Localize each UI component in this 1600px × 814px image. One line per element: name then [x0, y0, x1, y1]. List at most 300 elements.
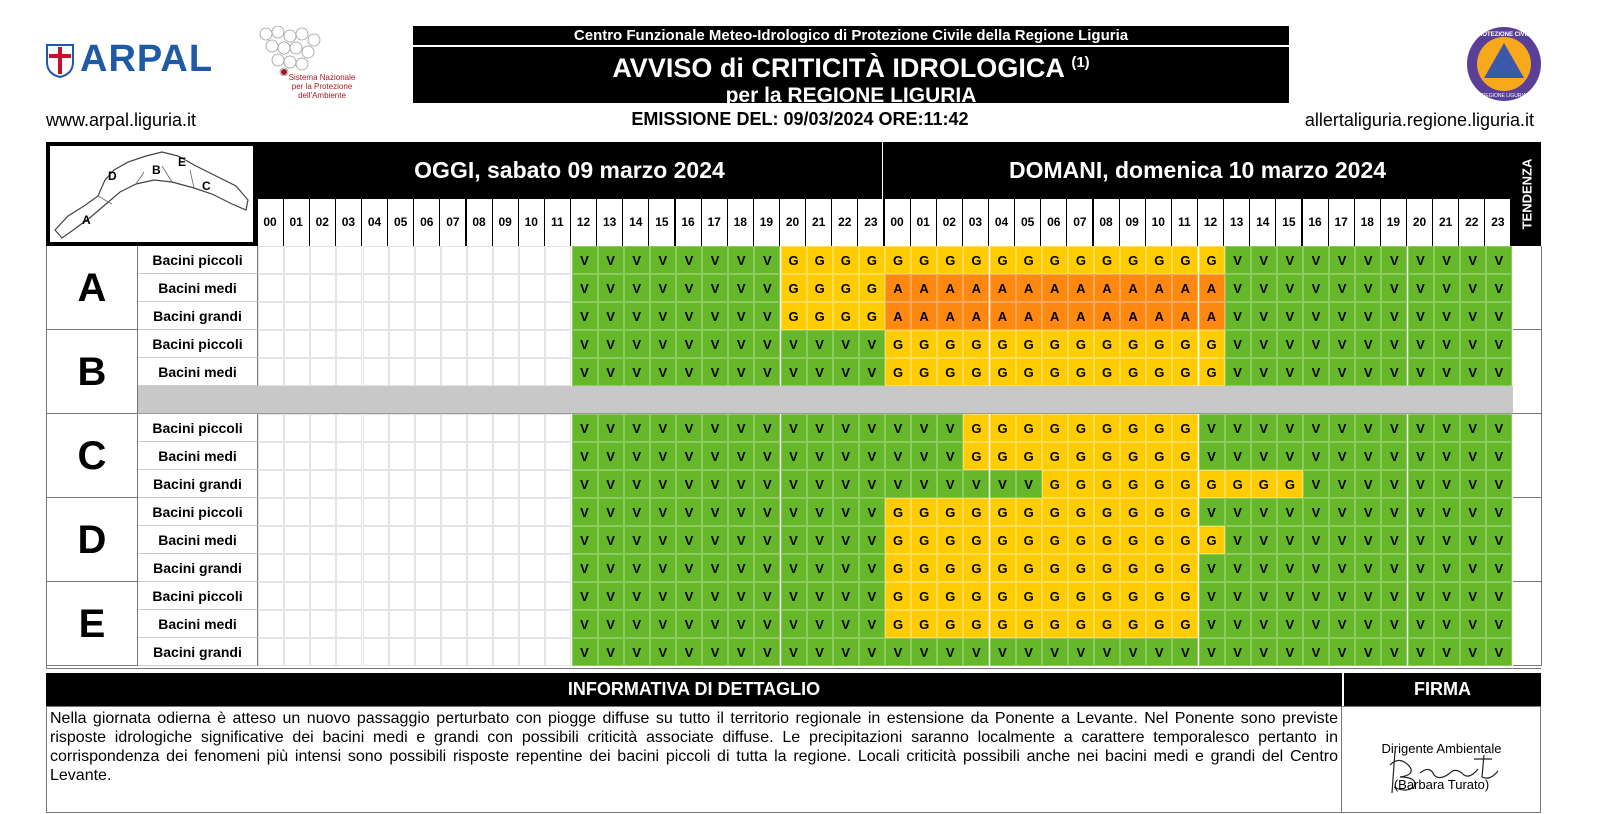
- hour-label: 00: [885, 199, 910, 246]
- alert-cell: [284, 442, 310, 470]
- alert-cell: G: [1146, 498, 1172, 526]
- alert-cell: [389, 498, 415, 526]
- alert-cell: [310, 554, 336, 582]
- map-label-d: D: [108, 169, 117, 183]
- alert-cell: V: [937, 414, 963, 442]
- alert-cell: V: [1434, 442, 1460, 470]
- alert-cell: [363, 330, 389, 358]
- alert-cell: [493, 582, 519, 610]
- hour-label: 20: [780, 199, 805, 246]
- alert-cell: V: [1486, 470, 1512, 498]
- alert-cell: [415, 246, 441, 274]
- alert-cell: [310, 638, 336, 666]
- alert-cell: [363, 414, 389, 442]
- arpal-website-link[interactable]: www.arpal.liguria.it: [46, 110, 197, 130]
- alert-cell: V: [1486, 414, 1512, 442]
- alert-cell: [336, 274, 362, 302]
- alert-cell: A: [1120, 302, 1146, 330]
- alert-cell: V: [624, 470, 650, 498]
- alert-cell: [415, 638, 441, 666]
- map-label-a: A: [82, 213, 91, 227]
- basin-label: Bacini medi: [138, 442, 258, 470]
- alert-cell: V: [781, 442, 807, 470]
- alert-cell: V: [598, 358, 624, 386]
- alert-cell: V: [676, 470, 702, 498]
- alert-cell: G: [1042, 470, 1068, 498]
- alert-cell: V: [1303, 582, 1329, 610]
- alert-cell: [415, 582, 441, 610]
- alert-cell: V: [1460, 470, 1486, 498]
- alert-cell: V: [781, 526, 807, 554]
- alert-cell: G: [1042, 414, 1068, 442]
- alert-cell: V: [1329, 442, 1355, 470]
- hour-label: 04: [989, 199, 1014, 246]
- alert-cell: V: [572, 358, 598, 386]
- alert-cell: G: [1068, 470, 1094, 498]
- alert-cell: G: [1172, 582, 1198, 610]
- hour-label: 15: [1276, 199, 1301, 246]
- hour-label: 07: [1067, 199, 1092, 246]
- alert-cell: [441, 414, 467, 442]
- alert-cell: [284, 554, 310, 582]
- tendenza-cell: [1513, 358, 1542, 386]
- alert-cell: V: [572, 638, 598, 666]
- basin-label: Bacini piccoli: [138, 330, 258, 358]
- alert-cell: V: [1408, 442, 1434, 470]
- alert-cell: V: [1199, 610, 1225, 638]
- alert-cell: [415, 554, 441, 582]
- alert-cell: V: [833, 498, 859, 526]
- basin-label: Bacini medi: [138, 274, 258, 302]
- alert-cell: [389, 414, 415, 442]
- alert-cell: [310, 358, 336, 386]
- alert-cell: V: [1225, 554, 1251, 582]
- hour-label: 18: [1355, 199, 1380, 246]
- alert-cell: G: [859, 246, 885, 274]
- alert-cell: G: [1120, 442, 1146, 470]
- alert-cell: [284, 358, 310, 386]
- hour-label: 11: [1172, 199, 1197, 246]
- alert-cell: V: [702, 554, 728, 582]
- alert-cell: G: [1172, 358, 1198, 386]
- alert-cell: G: [990, 526, 1016, 554]
- alert-cell: G: [1120, 358, 1146, 386]
- alert-cell: G: [1094, 526, 1120, 554]
- alert-cell: G: [885, 498, 911, 526]
- tendenza-cell: [1513, 582, 1542, 610]
- alert-cell: G: [1042, 246, 1068, 274]
- alert-cell: V: [1381, 526, 1407, 554]
- alert-cell: [467, 274, 493, 302]
- alert-cell: V: [702, 526, 728, 554]
- alert-cell: V: [1199, 442, 1225, 470]
- alert-cell: V: [833, 330, 859, 358]
- alert-cell: G: [1042, 498, 1068, 526]
- alert-cell: V: [572, 246, 598, 274]
- alert-cell: A: [1068, 302, 1094, 330]
- alert-cell: V: [650, 498, 676, 526]
- alert-cell: V: [1355, 610, 1381, 638]
- alert-cell: V: [754, 358, 780, 386]
- alert-cell: V: [624, 526, 650, 554]
- alert-cell: V: [1303, 470, 1329, 498]
- alert-cell: G: [1094, 610, 1120, 638]
- tendenza-cell: [1513, 274, 1542, 302]
- alert-cell: V: [1381, 442, 1407, 470]
- alert-cell: G: [1016, 526, 1042, 554]
- alert-cell: V: [1329, 302, 1355, 330]
- alert-cell: G: [1277, 470, 1303, 498]
- alert-cell: G: [963, 246, 989, 274]
- alert-cell: V: [572, 470, 598, 498]
- alert-cell: V: [1225, 414, 1251, 442]
- alert-cell: [415, 414, 441, 442]
- alert-cell: V: [728, 358, 754, 386]
- hour-label: 03: [963, 199, 988, 246]
- alert-cell: V: [1303, 330, 1329, 358]
- alert-cell: V: [572, 498, 598, 526]
- alert-cell: V: [754, 330, 780, 358]
- alert-cell: [310, 610, 336, 638]
- alert-cell: G: [781, 302, 807, 330]
- alert-cell: G: [937, 526, 963, 554]
- alert-cell: G: [1016, 498, 1042, 526]
- alert-cell: V: [728, 442, 754, 470]
- protezione-civile-logo: [1466, 26, 1542, 102]
- alert-cell: V: [754, 470, 780, 498]
- alert-cell: V: [1251, 302, 1277, 330]
- zone-letter: C: [47, 414, 138, 498]
- alert-cell: [284, 526, 310, 554]
- alert-cell: [284, 302, 310, 330]
- alert-cell: [441, 330, 467, 358]
- alert-cell: V: [1460, 414, 1486, 442]
- alert-cell: [467, 330, 493, 358]
- alert-cell: V: [807, 526, 833, 554]
- alert-cell: G: [885, 330, 911, 358]
- alert-cell: V: [702, 442, 728, 470]
- alert-cell: G: [1068, 330, 1094, 358]
- alert-cell: V: [1355, 470, 1381, 498]
- alert-cell: V: [1460, 610, 1486, 638]
- alert-cell: [545, 470, 571, 498]
- hour-label: 22: [832, 199, 857, 246]
- alert-cell: V: [1408, 554, 1434, 582]
- alert-cell: V: [676, 526, 702, 554]
- alert-cell: A: [1094, 274, 1120, 302]
- alert-cell: V: [807, 470, 833, 498]
- alert-cell: V: [624, 582, 650, 610]
- alert-cell: G: [1068, 610, 1094, 638]
- alert-cell: [363, 582, 389, 610]
- alert-cell: V: [937, 470, 963, 498]
- alert-cell: A: [1042, 302, 1068, 330]
- alert-cell: V: [1199, 414, 1225, 442]
- alert-cell: G: [1172, 470, 1198, 498]
- alert-cell: G: [1199, 526, 1225, 554]
- alert-cell: V: [1434, 330, 1460, 358]
- alert-cell: G: [911, 526, 937, 554]
- alert-cell: G: [990, 498, 1016, 526]
- alert-cell: V: [650, 414, 676, 442]
- info-text: Nella giornata odierna è atteso un nuovo passaggio perturbato con piogge diffuse su tutto il territorio regionale in estensione da Ponente a Levante. Nel Ponente sono previste risposte idrologiche significative dei bacini medi e grandi con possibili criticità associate diffuse. Le precipitazioni saranno localmente a carattere temporalesco pertanto in corrispondenza dei fenomeni più intensi sono possibili risposte repentine dei bacini piccoli di tutta la regione. Locali criticità possibili anche nei bacini medi e grandi del Centro Levante.: [46, 706, 1342, 813]
- hour-label: 09: [1120, 199, 1145, 246]
- alert-cell: G: [963, 358, 989, 386]
- basin-label: Bacini piccoli: [138, 498, 258, 526]
- alert-cell: [389, 246, 415, 274]
- alert-cell: V: [1408, 610, 1434, 638]
- basin-label: Bacini piccoli: [138, 246, 258, 274]
- alert-cell: [336, 638, 362, 666]
- alert-cell: V: [676, 638, 702, 666]
- alert-cell: [415, 526, 441, 554]
- alert-cell: V: [1329, 498, 1355, 526]
- alert-cell: V: [572, 554, 598, 582]
- tendenza-cell: [1513, 610, 1542, 638]
- alert-cell: A: [1172, 302, 1198, 330]
- alert-cell: G: [885, 358, 911, 386]
- title-main: [413, 47, 1289, 107]
- alert-cell: A: [990, 302, 1016, 330]
- alert-cell: V: [1094, 638, 1120, 666]
- alert-cell: V: [624, 638, 650, 666]
- alert-cell: V: [885, 638, 911, 666]
- alert-cell: V: [1460, 498, 1486, 526]
- alert-cell: [336, 358, 362, 386]
- alert-cell: G: [833, 274, 859, 302]
- alert-cell: [336, 246, 362, 274]
- alert-cell: V: [598, 638, 624, 666]
- hour-label: 12: [1198, 199, 1223, 246]
- alert-cell: G: [1094, 582, 1120, 610]
- alert-cell: G: [911, 582, 937, 610]
- alert-cell: G: [1172, 414, 1198, 442]
- alert-cell: A: [963, 274, 989, 302]
- alert-cell: [336, 526, 362, 554]
- alert-cell: [441, 582, 467, 610]
- alert-cell: A: [885, 302, 911, 330]
- alert-cell: G: [1016, 610, 1042, 638]
- alert-cell: V: [1355, 638, 1381, 666]
- alert-cell: V: [1408, 582, 1434, 610]
- alert-cell: G: [937, 330, 963, 358]
- alert-cell: [441, 274, 467, 302]
- alert-cell: V: [1408, 330, 1434, 358]
- hour-label: 14: [1250, 199, 1275, 246]
- alert-cell: V: [911, 414, 937, 442]
- alert-cell: [519, 330, 545, 358]
- alert-cell: [441, 442, 467, 470]
- alert-cell: V: [859, 554, 885, 582]
- alert-cell: V: [807, 330, 833, 358]
- alert-cell: [467, 470, 493, 498]
- map-label-b: B: [152, 163, 161, 177]
- alert-cell: V: [1460, 442, 1486, 470]
- tendenza-cell: [1513, 302, 1542, 330]
- hour-label: 20: [1407, 199, 1432, 246]
- alert-cell: [545, 274, 571, 302]
- alert-cell: V: [781, 610, 807, 638]
- alert-cell: V: [885, 442, 911, 470]
- alert-cell: V: [624, 442, 650, 470]
- alert-cell: V: [1225, 526, 1251, 554]
- alert-cell: A: [885, 274, 911, 302]
- alert-cell: [441, 358, 467, 386]
- alert-cell: G: [1146, 526, 1172, 554]
- alert-cell: V: [833, 526, 859, 554]
- alert-cell: V: [1329, 554, 1355, 582]
- alert-cell: G: [990, 610, 1016, 638]
- alert-cell: V: [1251, 358, 1277, 386]
- allerta-website-link[interactable]: allertaliguria.regione.liguria.it: [1304, 110, 1534, 130]
- alert-cell: V: [1486, 582, 1512, 610]
- liguria-zones-map-icon: [50, 146, 253, 242]
- alert-cell: G: [885, 554, 911, 582]
- alert-cell: V: [754, 554, 780, 582]
- alert-cell: V: [1486, 554, 1512, 582]
- alert-cell: V: [1408, 470, 1434, 498]
- alert-cell: V: [1303, 526, 1329, 554]
- alert-cell: V: [1199, 554, 1225, 582]
- alert-cell: V: [702, 302, 728, 330]
- alert-cell: [284, 274, 310, 302]
- alert-cell: V: [859, 638, 885, 666]
- alert-cell: G: [1199, 246, 1225, 274]
- alert-cell: G: [1094, 442, 1120, 470]
- alert-cell: [519, 358, 545, 386]
- hour-label: 21: [1433, 199, 1458, 246]
- alert-cell: A: [911, 274, 937, 302]
- alert-cell: V: [859, 526, 885, 554]
- alert-cell: V: [572, 582, 598, 610]
- alert-cell: V: [990, 470, 1016, 498]
- alert-cell: [519, 442, 545, 470]
- alert-cell: V: [1303, 414, 1329, 442]
- alert-cell: V: [650, 274, 676, 302]
- alert-cell: [441, 526, 467, 554]
- alert-cell: [363, 302, 389, 330]
- alert-cell: [467, 498, 493, 526]
- title-footnote-mark: (1): [1071, 54, 1090, 71]
- alert-cell: G: [937, 498, 963, 526]
- alert-cell: V: [728, 638, 754, 666]
- alert-cell: V: [754, 274, 780, 302]
- tendenza-cell: [1513, 554, 1542, 582]
- tendenza-cell: [1513, 470, 1542, 498]
- alert-cell: V: [1303, 358, 1329, 386]
- alert-cell: [415, 442, 441, 470]
- alert-cell: G: [1146, 582, 1172, 610]
- alert-cell: V: [650, 330, 676, 358]
- alert-cell: [336, 554, 362, 582]
- alert-cell: [545, 330, 571, 358]
- alert-cell: V: [1225, 358, 1251, 386]
- alert-cell: V: [572, 414, 598, 442]
- alert-cell: [441, 610, 467, 638]
- alert-cell: V: [676, 610, 702, 638]
- alert-cell: V: [728, 302, 754, 330]
- firma-name: (Barbara Turato): [1393, 777, 1490, 792]
- alert-cell: A: [1094, 302, 1120, 330]
- alert-cell: V: [807, 610, 833, 638]
- alert-cell: G: [1225, 470, 1251, 498]
- alert-cell: G: [885, 610, 911, 638]
- alert-cell: V: [624, 246, 650, 274]
- alert-cell: [363, 274, 389, 302]
- alert-cell: V: [702, 498, 728, 526]
- alert-cell: [336, 498, 362, 526]
- empty-gray-row: [138, 386, 1513, 414]
- alert-cell: V: [781, 554, 807, 582]
- alert-cell: V: [572, 330, 598, 358]
- alert-cell: G: [885, 582, 911, 610]
- alert-cell: V: [1434, 302, 1460, 330]
- alert-cell: V: [572, 302, 598, 330]
- alert-cell: [258, 498, 284, 526]
- alert-cell: V: [650, 246, 676, 274]
- alert-cell: [258, 358, 284, 386]
- alert-cell: [310, 526, 336, 554]
- arpal-wordmark: ARPAL: [80, 38, 214, 80]
- alert-cell: G: [1068, 246, 1094, 274]
- alert-cell: [519, 274, 545, 302]
- alert-cell: V: [1460, 246, 1486, 274]
- alert-cell: A: [911, 302, 937, 330]
- alert-cell: V: [650, 638, 676, 666]
- alert-cell: V: [702, 358, 728, 386]
- alert-cell: V: [1251, 498, 1277, 526]
- alert-cell: [363, 554, 389, 582]
- alert-cell: V: [859, 330, 885, 358]
- alert-cell: V: [598, 610, 624, 638]
- hour-label: 16: [676, 199, 701, 246]
- alert-cell: G: [911, 358, 937, 386]
- alert-cell: V: [1486, 442, 1512, 470]
- alert-cell: [258, 274, 284, 302]
- hour-label: 12: [571, 199, 596, 246]
- alert-cell: [310, 442, 336, 470]
- alert-cell: G: [1094, 414, 1120, 442]
- alert-cell: [415, 274, 441, 302]
- alert-cell: [441, 470, 467, 498]
- alert-cell: V: [754, 442, 780, 470]
- alert-cell: V: [572, 526, 598, 554]
- firma-box: [1342, 706, 1541, 813]
- alert-cell: V: [650, 358, 676, 386]
- alert-cell: [545, 610, 571, 638]
- alert-cell: V: [911, 638, 937, 666]
- alert-cell: G: [1042, 526, 1068, 554]
- alert-cell: V: [1381, 414, 1407, 442]
- alert-cell: G: [1251, 470, 1277, 498]
- alert-cell: [545, 302, 571, 330]
- alert-cell: V: [1434, 470, 1460, 498]
- alert-cell: V: [1355, 330, 1381, 358]
- alert-cell: V: [624, 498, 650, 526]
- hour-label: 00: [258, 199, 283, 246]
- alert-cell: V: [676, 246, 702, 274]
- alert-cell: [336, 582, 362, 610]
- alert-cell: [284, 330, 310, 358]
- alert-cell: V: [1434, 498, 1460, 526]
- alert-cell: V: [1460, 554, 1486, 582]
- alert-cell: A: [1016, 274, 1042, 302]
- alert-cell: V: [650, 554, 676, 582]
- alert-cell: V: [833, 638, 859, 666]
- alert-cell: G: [937, 554, 963, 582]
- alert-cell: V: [598, 582, 624, 610]
- alert-cell: [389, 638, 415, 666]
